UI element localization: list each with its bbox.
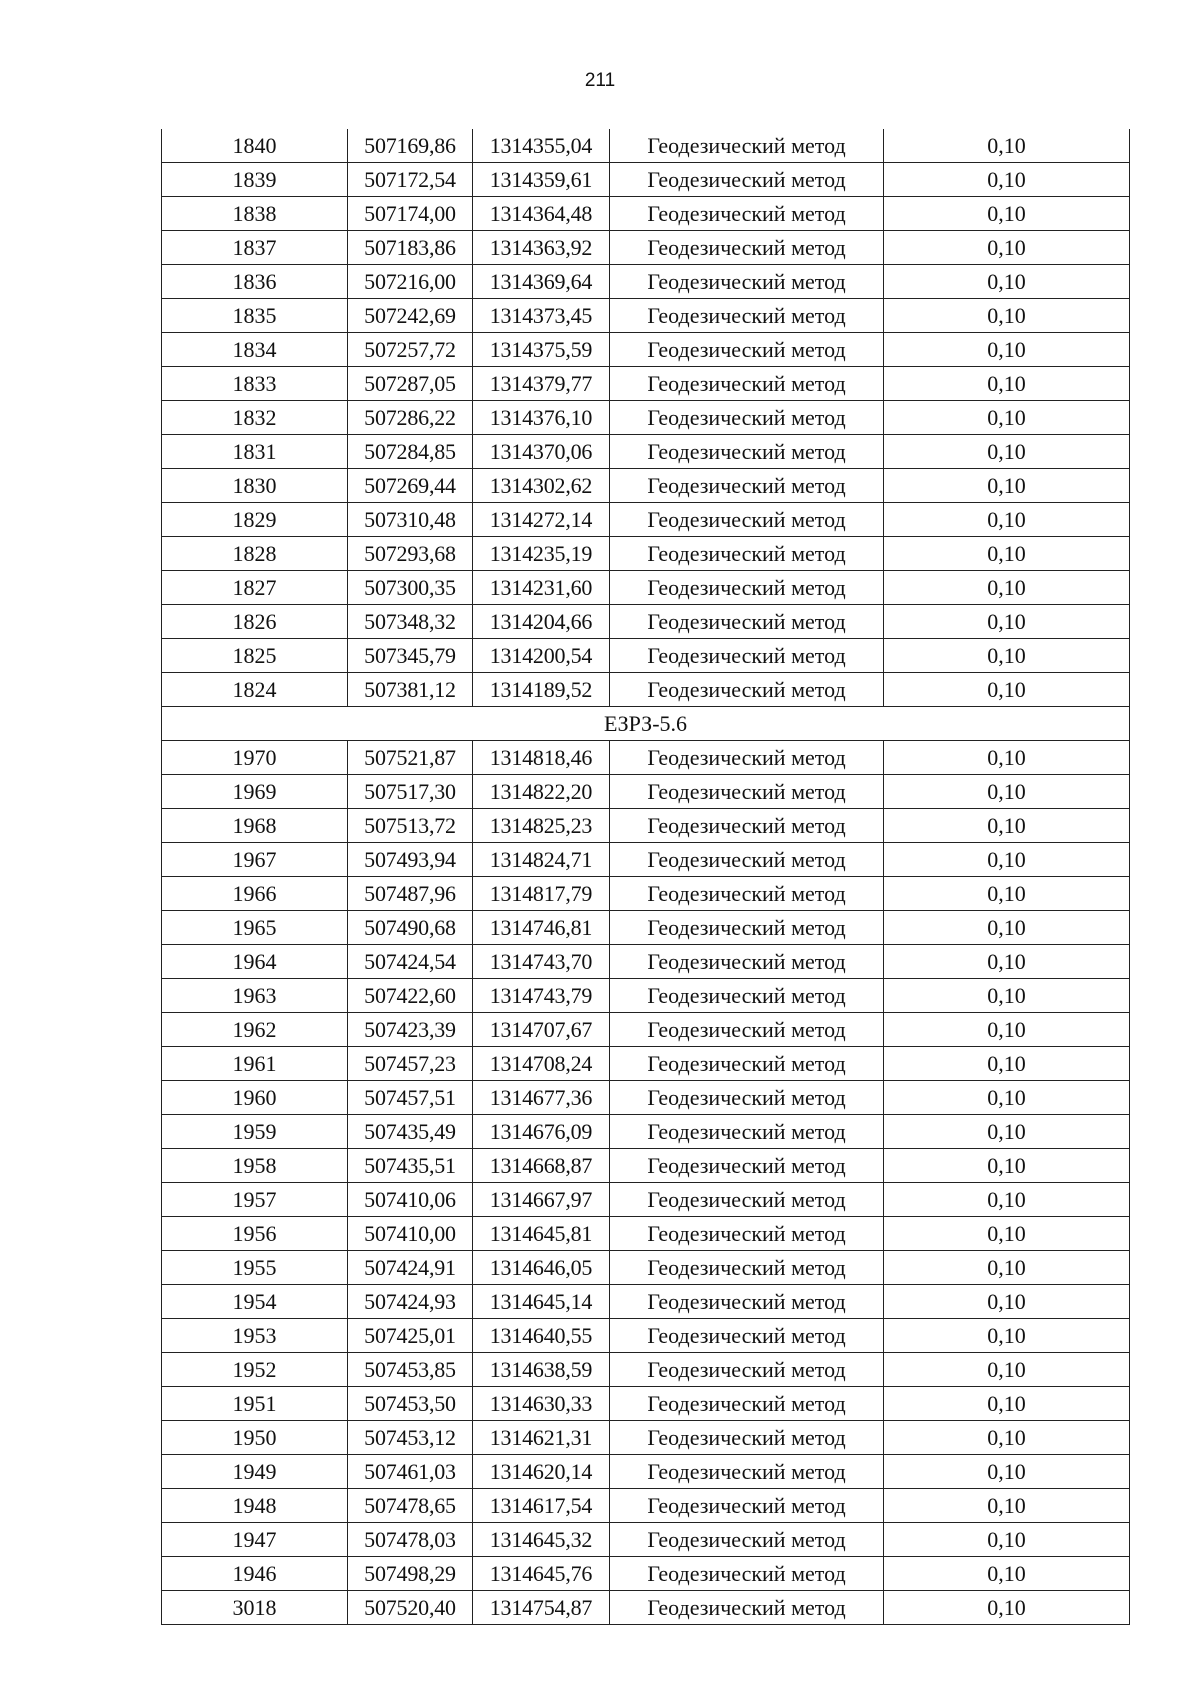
x-coordinate-cell: 507453,50 bbox=[348, 1387, 473, 1421]
y-coordinate-cell: 1314676,09 bbox=[473, 1115, 610, 1149]
x-coordinate-cell: 507257,72 bbox=[348, 333, 473, 367]
accuracy-cell: 0,10 bbox=[884, 843, 1130, 877]
accuracy-cell: 0,10 bbox=[884, 265, 1130, 299]
accuracy-cell: 0,10 bbox=[884, 911, 1130, 945]
point-number-cell: 1827 bbox=[162, 571, 348, 605]
x-coordinate-cell: 507410,00 bbox=[348, 1217, 473, 1251]
x-coordinate-cell: 507520,40 bbox=[348, 1591, 473, 1625]
method-cell: Геодезический метод bbox=[610, 265, 884, 299]
accuracy-cell: 0,10 bbox=[884, 605, 1130, 639]
method-cell: Геодезический метод bbox=[610, 197, 884, 231]
accuracy-cell: 0,10 bbox=[884, 1387, 1130, 1421]
table-row bbox=[162, 435, 1130, 469]
table-row bbox=[162, 1353, 1130, 1387]
y-coordinate-cell: 1314824,71 bbox=[473, 843, 610, 877]
x-coordinate-cell: 507478,03 bbox=[348, 1523, 473, 1557]
table-row bbox=[162, 945, 1130, 979]
table-row bbox=[162, 231, 1130, 265]
table-row bbox=[162, 1217, 1130, 1251]
point-number-cell: 1830 bbox=[162, 469, 348, 503]
point-number-cell: 1961 bbox=[162, 1047, 348, 1081]
accuracy-cell: 0,10 bbox=[884, 129, 1130, 163]
accuracy-cell: 0,10 bbox=[884, 945, 1130, 979]
method-cell: Геодезический метод bbox=[610, 231, 884, 265]
table-row bbox=[162, 775, 1130, 809]
point-number-cell: 1826 bbox=[162, 605, 348, 639]
x-coordinate-cell: 507174,00 bbox=[348, 197, 473, 231]
table-row bbox=[162, 1319, 1130, 1353]
y-coordinate-cell: 1314200,54 bbox=[473, 639, 610, 673]
table-row bbox=[162, 1149, 1130, 1183]
x-coordinate-cell: 507216,00 bbox=[348, 265, 473, 299]
y-coordinate-cell: 1314231,60 bbox=[473, 571, 610, 605]
x-coordinate-cell: 507348,32 bbox=[348, 605, 473, 639]
x-coordinate-cell: 507286,22 bbox=[348, 401, 473, 435]
y-coordinate-cell: 1314359,61 bbox=[473, 163, 610, 197]
accuracy-cell: 0,10 bbox=[884, 537, 1130, 571]
table-row bbox=[162, 1523, 1130, 1557]
table-row bbox=[162, 503, 1130, 537]
method-cell: Геодезический метод bbox=[610, 537, 884, 571]
point-number-cell: 1954 bbox=[162, 1285, 348, 1319]
x-coordinate-cell: 507435,49 bbox=[348, 1115, 473, 1149]
y-coordinate-cell: 1314754,87 bbox=[473, 1591, 610, 1625]
point-number-cell: 1951 bbox=[162, 1387, 348, 1421]
point-number-cell: 1831 bbox=[162, 435, 348, 469]
accuracy-cell: 0,10 bbox=[884, 367, 1130, 401]
y-coordinate-cell: 1314617,54 bbox=[473, 1489, 610, 1523]
table-row bbox=[162, 129, 1130, 163]
method-cell: Геодезический метод bbox=[610, 1387, 884, 1421]
x-coordinate-cell: 507493,94 bbox=[348, 843, 473, 877]
x-coordinate-cell: 507410,06 bbox=[348, 1183, 473, 1217]
table-row bbox=[162, 299, 1130, 333]
point-number-cell: 1947 bbox=[162, 1523, 348, 1557]
y-coordinate-cell: 1314708,24 bbox=[473, 1047, 610, 1081]
method-cell: Геодезический метод bbox=[610, 1523, 884, 1557]
accuracy-cell: 0,10 bbox=[884, 435, 1130, 469]
section-label: ЕЗРЗ-5.6 bbox=[162, 707, 1130, 741]
table-row bbox=[162, 163, 1130, 197]
point-number-cell: 1949 bbox=[162, 1455, 348, 1489]
point-number-cell: 1948 bbox=[162, 1489, 348, 1523]
table-row bbox=[162, 639, 1130, 673]
x-coordinate-cell: 507183,86 bbox=[348, 231, 473, 265]
point-number-cell: 1953 bbox=[162, 1319, 348, 1353]
accuracy-cell: 0,10 bbox=[884, 1489, 1130, 1523]
point-number-cell: 1969 bbox=[162, 775, 348, 809]
point-number-cell: 1824 bbox=[162, 673, 348, 707]
accuracy-cell: 0,10 bbox=[884, 1115, 1130, 1149]
point-number-cell: 1965 bbox=[162, 911, 348, 945]
x-coordinate-cell: 507487,96 bbox=[348, 877, 473, 911]
x-coordinate-cell: 507423,39 bbox=[348, 1013, 473, 1047]
table-row bbox=[162, 605, 1130, 639]
table-row bbox=[162, 809, 1130, 843]
method-cell: Геодезический метод bbox=[610, 333, 884, 367]
accuracy-cell: 0,10 bbox=[884, 639, 1130, 673]
x-coordinate-cell: 507424,93 bbox=[348, 1285, 473, 1319]
x-coordinate-cell: 507172,54 bbox=[348, 163, 473, 197]
point-number-cell: 1963 bbox=[162, 979, 348, 1013]
table-row bbox=[162, 1251, 1130, 1285]
x-coordinate-cell: 507424,91 bbox=[348, 1251, 473, 1285]
y-coordinate-cell: 1314707,67 bbox=[473, 1013, 610, 1047]
table-row bbox=[162, 469, 1130, 503]
y-coordinate-cell: 1314668,87 bbox=[473, 1149, 610, 1183]
table-row bbox=[162, 537, 1130, 571]
table-row bbox=[162, 265, 1130, 299]
point-number-cell: 1835 bbox=[162, 299, 348, 333]
table-row bbox=[162, 673, 1130, 707]
x-coordinate-cell: 507453,12 bbox=[348, 1421, 473, 1455]
method-cell: Геодезический метод bbox=[610, 1455, 884, 1489]
accuracy-cell: 0,10 bbox=[884, 877, 1130, 911]
y-coordinate-cell: 1314743,70 bbox=[473, 945, 610, 979]
accuracy-cell: 0,10 bbox=[884, 809, 1130, 843]
x-coordinate-cell: 507381,12 bbox=[348, 673, 473, 707]
x-coordinate-cell: 507269,44 bbox=[348, 469, 473, 503]
method-cell: Геодезический метод bbox=[610, 367, 884, 401]
y-coordinate-cell: 1314645,14 bbox=[473, 1285, 610, 1319]
y-coordinate-cell: 1314646,05 bbox=[473, 1251, 610, 1285]
method-cell: Геодезический метод bbox=[610, 1251, 884, 1285]
point-number-cell: 1834 bbox=[162, 333, 348, 367]
table-row bbox=[162, 1387, 1130, 1421]
table-row bbox=[162, 877, 1130, 911]
y-coordinate-cell: 1314355,04 bbox=[473, 129, 610, 163]
y-coordinate-cell: 1314363,92 bbox=[473, 231, 610, 265]
page-number: 211 bbox=[584, 70, 616, 91]
table-row bbox=[162, 571, 1130, 605]
table-row bbox=[162, 1421, 1130, 1455]
point-number-cell: 1950 bbox=[162, 1421, 348, 1455]
method-cell: Геодезический метод bbox=[610, 571, 884, 605]
method-cell: Геодезический метод bbox=[610, 1149, 884, 1183]
point-number-cell: 1946 bbox=[162, 1557, 348, 1591]
method-cell: Геодезический метод bbox=[610, 741, 884, 775]
table-row bbox=[162, 741, 1130, 775]
accuracy-cell: 0,10 bbox=[884, 1285, 1130, 1319]
y-coordinate-cell: 1314369,64 bbox=[473, 265, 610, 299]
accuracy-cell: 0,10 bbox=[884, 1455, 1130, 1489]
method-cell: Геодезический метод bbox=[610, 503, 884, 537]
accuracy-cell: 0,10 bbox=[884, 1523, 1130, 1557]
y-coordinate-cell: 1314645,76 bbox=[473, 1557, 610, 1591]
method-cell: Геодезический метод bbox=[610, 673, 884, 707]
accuracy-cell: 0,10 bbox=[884, 1557, 1130, 1591]
method-cell: Геодезический метод bbox=[610, 1217, 884, 1251]
y-coordinate-cell: 1314204,66 bbox=[473, 605, 610, 639]
accuracy-cell: 0,10 bbox=[884, 979, 1130, 1013]
x-coordinate-cell: 507287,05 bbox=[348, 367, 473, 401]
method-cell: Геодезический метод bbox=[610, 809, 884, 843]
point-number-cell: 1955 bbox=[162, 1251, 348, 1285]
y-coordinate-cell: 1314645,32 bbox=[473, 1523, 610, 1557]
table-row bbox=[162, 979, 1130, 1013]
accuracy-cell: 0,10 bbox=[884, 163, 1130, 197]
point-number-cell: 1952 bbox=[162, 1353, 348, 1387]
x-coordinate-cell: 507478,65 bbox=[348, 1489, 473, 1523]
method-cell: Геодезический метод bbox=[610, 469, 884, 503]
section-header-row bbox=[162, 707, 1130, 741]
point-number-cell: 1966 bbox=[162, 877, 348, 911]
method-cell: Геодезический метод bbox=[610, 877, 884, 911]
method-cell: Геодезический метод bbox=[610, 605, 884, 639]
point-number-cell: 1964 bbox=[162, 945, 348, 979]
method-cell: Геодезический метод bbox=[610, 163, 884, 197]
accuracy-cell: 0,10 bbox=[884, 1149, 1130, 1183]
y-coordinate-cell: 1314373,45 bbox=[473, 299, 610, 333]
x-coordinate-cell: 507513,72 bbox=[348, 809, 473, 843]
table-row bbox=[162, 1047, 1130, 1081]
x-coordinate-cell: 507457,51 bbox=[348, 1081, 473, 1115]
y-coordinate-cell: 1314667,97 bbox=[473, 1183, 610, 1217]
point-number-cell: 1825 bbox=[162, 639, 348, 673]
point-number-cell: 1832 bbox=[162, 401, 348, 435]
y-coordinate-cell: 1314379,77 bbox=[473, 367, 610, 401]
y-coordinate-cell: 1314825,23 bbox=[473, 809, 610, 843]
method-cell: Геодезический метод bbox=[610, 1183, 884, 1217]
coordinates-table bbox=[161, 129, 1130, 1625]
method-cell: Геодезический метод bbox=[610, 129, 884, 163]
method-cell: Геодезический метод bbox=[610, 1047, 884, 1081]
accuracy-cell: 0,10 bbox=[884, 673, 1130, 707]
point-number-cell: 1839 bbox=[162, 163, 348, 197]
accuracy-cell: 0,10 bbox=[884, 299, 1130, 333]
accuracy-cell: 0,10 bbox=[884, 1353, 1130, 1387]
y-coordinate-cell: 1314272,14 bbox=[473, 503, 610, 537]
y-coordinate-cell: 1314818,46 bbox=[473, 741, 610, 775]
y-coordinate-cell: 1314302,62 bbox=[473, 469, 610, 503]
table-row bbox=[162, 1591, 1130, 1625]
point-number-cell: 1838 bbox=[162, 197, 348, 231]
x-coordinate-cell: 507345,79 bbox=[348, 639, 473, 673]
accuracy-cell: 0,10 bbox=[884, 1013, 1130, 1047]
y-coordinate-cell: 1314743,79 bbox=[473, 979, 610, 1013]
table-row bbox=[162, 367, 1130, 401]
method-cell: Геодезический метод bbox=[610, 911, 884, 945]
y-coordinate-cell: 1314817,79 bbox=[473, 877, 610, 911]
x-coordinate-cell: 507310,48 bbox=[348, 503, 473, 537]
point-number-cell: 1837 bbox=[162, 231, 348, 265]
accuracy-cell: 0,10 bbox=[884, 741, 1130, 775]
point-number-cell: 1836 bbox=[162, 265, 348, 299]
method-cell: Геодезический метод bbox=[610, 299, 884, 333]
method-cell: Геодезический метод bbox=[610, 1421, 884, 1455]
accuracy-cell: 0,10 bbox=[884, 469, 1130, 503]
point-number-cell: 1958 bbox=[162, 1149, 348, 1183]
method-cell: Геодезический метод bbox=[610, 1557, 884, 1591]
x-coordinate-cell: 507284,85 bbox=[348, 435, 473, 469]
point-number-cell: 1962 bbox=[162, 1013, 348, 1047]
method-cell: Геодезический метод bbox=[610, 435, 884, 469]
point-number-cell: 1833 bbox=[162, 367, 348, 401]
method-cell: Геодезический метод bbox=[610, 1353, 884, 1387]
point-number-cell: 1956 bbox=[162, 1217, 348, 1251]
x-coordinate-cell: 507424,54 bbox=[348, 945, 473, 979]
method-cell: Геодезический метод bbox=[610, 1285, 884, 1319]
accuracy-cell: 0,10 bbox=[884, 1047, 1130, 1081]
accuracy-cell: 0,10 bbox=[884, 1217, 1130, 1251]
point-number-cell: 3018 bbox=[162, 1591, 348, 1625]
x-coordinate-cell: 507300,35 bbox=[348, 571, 473, 605]
table-row bbox=[162, 1557, 1130, 1591]
point-number-cell: 1968 bbox=[162, 809, 348, 843]
y-coordinate-cell: 1314746,81 bbox=[473, 911, 610, 945]
table-row bbox=[162, 1013, 1130, 1047]
accuracy-cell: 0,10 bbox=[884, 401, 1130, 435]
x-coordinate-cell: 507521,87 bbox=[348, 741, 473, 775]
method-cell: Геодезический метод bbox=[610, 843, 884, 877]
y-coordinate-cell: 1314364,48 bbox=[473, 197, 610, 231]
accuracy-cell: 0,10 bbox=[884, 1591, 1130, 1625]
point-number-cell: 1967 bbox=[162, 843, 348, 877]
y-coordinate-cell: 1314189,52 bbox=[473, 673, 610, 707]
x-coordinate-cell: 507461,03 bbox=[348, 1455, 473, 1489]
method-cell: Геодезический метод bbox=[610, 639, 884, 673]
table-row bbox=[162, 843, 1130, 877]
accuracy-cell: 0,10 bbox=[884, 775, 1130, 809]
table-row bbox=[162, 1489, 1130, 1523]
method-cell: Геодезический метод bbox=[610, 1591, 884, 1625]
table-row bbox=[162, 1455, 1130, 1489]
table-row bbox=[162, 911, 1130, 945]
accuracy-cell: 0,10 bbox=[884, 197, 1130, 231]
point-number-cell: 1959 bbox=[162, 1115, 348, 1149]
x-coordinate-cell: 507490,68 bbox=[348, 911, 473, 945]
coordinates-table-body bbox=[162, 129, 1130, 1625]
accuracy-cell: 0,10 bbox=[884, 571, 1130, 605]
x-coordinate-cell: 507453,85 bbox=[348, 1353, 473, 1387]
table-row bbox=[162, 197, 1130, 231]
table-row bbox=[162, 401, 1130, 435]
accuracy-cell: 0,10 bbox=[884, 231, 1130, 265]
y-coordinate-cell: 1314620,14 bbox=[473, 1455, 610, 1489]
accuracy-cell: 0,10 bbox=[884, 1081, 1130, 1115]
y-coordinate-cell: 1314638,59 bbox=[473, 1353, 610, 1387]
y-coordinate-cell: 1314630,33 bbox=[473, 1387, 610, 1421]
x-coordinate-cell: 507425,01 bbox=[348, 1319, 473, 1353]
y-coordinate-cell: 1314640,55 bbox=[473, 1319, 610, 1353]
x-coordinate-cell: 507435,51 bbox=[348, 1149, 473, 1183]
x-coordinate-cell: 507498,29 bbox=[348, 1557, 473, 1591]
y-coordinate-cell: 1314822,20 bbox=[473, 775, 610, 809]
x-coordinate-cell: 507169,86 bbox=[348, 129, 473, 163]
x-coordinate-cell: 507422,60 bbox=[348, 979, 473, 1013]
table-row bbox=[162, 1285, 1130, 1319]
method-cell: Геодезический метод bbox=[610, 1319, 884, 1353]
accuracy-cell: 0,10 bbox=[884, 1251, 1130, 1285]
method-cell: Геодезический метод bbox=[610, 1081, 884, 1115]
method-cell: Геодезический метод bbox=[610, 401, 884, 435]
accuracy-cell: 0,10 bbox=[884, 1183, 1130, 1217]
y-coordinate-cell: 1314235,19 bbox=[473, 537, 610, 571]
point-number-cell: 1970 bbox=[162, 741, 348, 775]
method-cell: Геодезический метод bbox=[610, 979, 884, 1013]
table-row bbox=[162, 333, 1130, 367]
x-coordinate-cell: 507242,69 bbox=[348, 299, 473, 333]
method-cell: Геодезический метод bbox=[610, 1115, 884, 1149]
x-coordinate-cell: 507517,30 bbox=[348, 775, 473, 809]
point-number-cell: 1829 bbox=[162, 503, 348, 537]
table-row bbox=[162, 1081, 1130, 1115]
y-coordinate-cell: 1314376,10 bbox=[473, 401, 610, 435]
accuracy-cell: 0,10 bbox=[884, 503, 1130, 537]
method-cell: Геодезический метод bbox=[610, 775, 884, 809]
accuracy-cell: 0,10 bbox=[884, 1319, 1130, 1353]
y-coordinate-cell: 1314677,36 bbox=[473, 1081, 610, 1115]
method-cell: Геодезический метод bbox=[610, 1489, 884, 1523]
accuracy-cell: 0,10 bbox=[884, 1421, 1130, 1455]
method-cell: Геодезический метод bbox=[610, 1013, 884, 1047]
x-coordinate-cell: 507293,68 bbox=[348, 537, 473, 571]
accuracy-cell: 0,10 bbox=[884, 333, 1130, 367]
point-number-cell: 1828 bbox=[162, 537, 348, 571]
y-coordinate-cell: 1314370,06 bbox=[473, 435, 610, 469]
y-coordinate-cell: 1314621,31 bbox=[473, 1421, 610, 1455]
point-number-cell: 1960 bbox=[162, 1081, 348, 1115]
point-number-cell: 1840 bbox=[162, 129, 348, 163]
y-coordinate-cell: 1314645,81 bbox=[473, 1217, 610, 1251]
y-coordinate-cell: 1314375,59 bbox=[473, 333, 610, 367]
table-row bbox=[162, 1183, 1130, 1217]
method-cell: Геодезический метод bbox=[610, 945, 884, 979]
x-coordinate-cell: 507457,23 bbox=[348, 1047, 473, 1081]
table-row bbox=[162, 1115, 1130, 1149]
point-number-cell: 1957 bbox=[162, 1183, 348, 1217]
